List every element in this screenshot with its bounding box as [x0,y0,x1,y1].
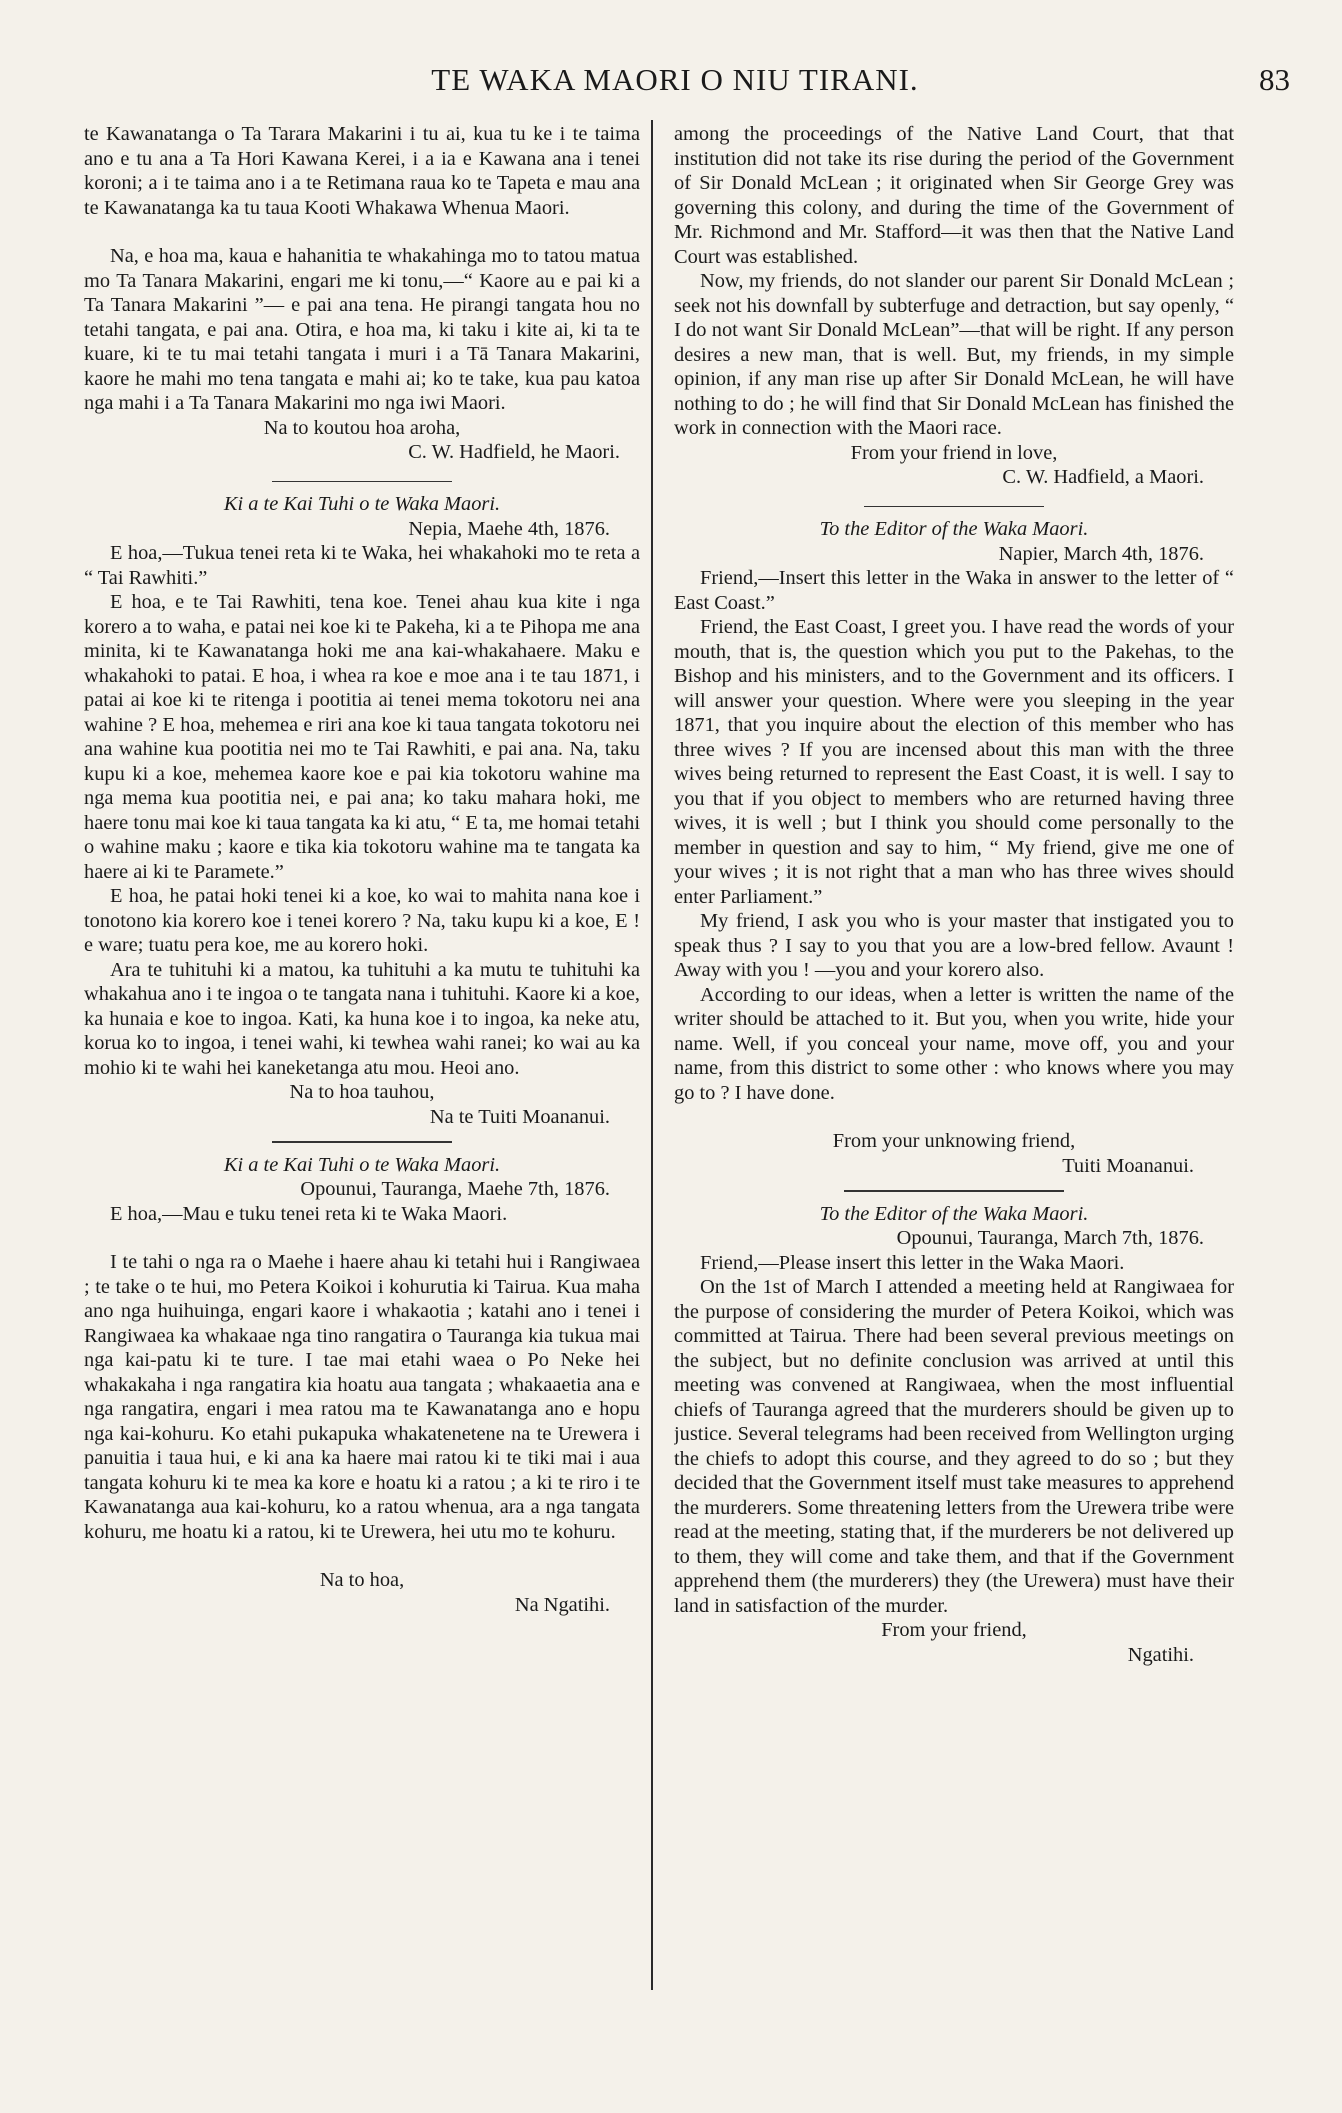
paragraph: E hoa, he patai hoki tenei ki a koe, ko wai to mahita nana koe i tonotono kia korero koe i tenei korero ? Na, taku kupu ki a koe, E ! e ware; tuatu pera koe, me au korero hoki. [84,885,640,956]
paragraph: Friend, the East Coast, I greet you. I have read the words of your mouth, that is, the question which you put to the Pakehas, to the Bishop and his ministers, and to the Government and its officers. I will answer your question. Where were you sleeping in the year 1871, that you inquire about the election of this member who has three wives ? If you are incensed about this man with the three wives being returned to represent the East Coast, it is well. I say to you that if you object to members who are returned having three wives, it is well ; but I think you should come personally to the member in question and say to him, “ My friend, give me one of your wives ; it is not right that a man who has three wives should enter Parliament.” [674,616,1234,908]
paragraph: My friend, I ask you who is your master that instigated you to speak thus ? I say to you that you are a low-bred fellow. Avaunt ! Away with you ! —you and your korero also. [674,910,1234,981]
paragraph: According to our ideas, when a letter is written the name of the writer should be attached to it. But you, when you write, hide your name. Well, if you conceal your name, move off, you and your name, from this district to some other : who knows where you may go to ? I have done. [674,983,1234,1104]
letter-heading: Ki a te Kai Tuhi o te Waka Maori. [223,1153,501,1176]
paragraph: Na, e hoa ma, kaua e hahanitia te whakahinga mo to tatou matua mo Ta Tanara Makarini, engari me ki tonu,—“ Kaore au e pai ki a Ta Tanara Makarini ”— e pai ana tena. He pirangi tangata hou no tetahi tangata, e pai ana. Otira, e hoa ma, ki taku i kite ai, ki ta te kuare, ki te tu mai tetahi tangata i muri i a Tā Tanara Makarini, kaore he mahi mo tena tangata e mahi ai; ko te take, kua pau katoa nga mahi i a Ta Tanara Makarini mo nga iwi Maori. [84,245,640,414]
masthead [60,56,1290,106]
paragraph: I te tahi o nga ra o Maehe i haere ahau ki tetahi hui i Rangiwaea ; te take o te hui, mo Petera Koikoi i kohurutia ki Tairua. Kua maha ano nga huihuinga, engari kaore i whakaotia ; katahi ano i tenei i Rangiwaea ka whakaae nga tino rangatira o Tauranga kia tukua mai nga kai-patu ki te ture. I tae mai etahi waea o Po Neke hei whakakaha i nga rangatira kia hoatu aua tangata ; whakaaetia ana e nga rangatira, engari i mea ratou ma te Kawanatanga ano e hopu nga kai-kohuru. Ko etahi pukapuka whakatenetene na te Urewera i panuitia i taua hui, e ki ana ka haere mai ratou ki te tiki mai i aua tangata kohuru ki te mea ka kore e hoatu ki a ratou ; a ki te riro i te Kawanatanga aua kai-kohuru, ko a ratou whenua, ara a nga tangata kohuru, me hoatu ki a ratou, ki te Urewera, hei utu mo te kohuru. [84,1251,640,1543]
letter-heading: To the Editor of the Waka Maori. [819,1202,1089,1225]
letter-heading: To the Editor of the Waka Maori. [819,518,1089,540]
section-divider [272,1141,452,1143]
signature-name: Ngatihi. [1127,1643,1194,1666]
signature-line: From your friend, [881,1619,1027,1641]
signature-name: Tuiti Moananui. [1062,1154,1194,1177]
signature-line: From your unknowing friend, [832,1130,1076,1152]
paragraph: te Kawanatanga o Ta Tarara Makarini i tu ai, kua tu ke i te taima ano e tu ana a Ta Hori Kawana Kerei, i a ia e Kawana ana i tenei koroni; a i te taima ano i a te Retimana raua ko te Tapeta e mau ana te Kawanatanga ka tu taua Kooti Whakawa Whenua Maori. [84,123,640,219]
dateline: Napier, March 4th, 1876. [998,542,1204,565]
paragraph: Ara te tuhituhi ki a matou, ka tuhituhi a ka mutu te tuhituhi ka whakahua ano i te ingoa o te tangata nana i tuhituhi. Kaore ki a koe, ka hunaia e koe to ingoa. Kati, ka huna koe i to ingoa, ka neke atu, korua ko to ingoa, i tenei wahi, ki tewhea wahi ranei; ko wai au ka mohio ki te wahi hei kaneketanga atu mou. Heoi ano. [84,958,640,1079]
dateline: Opounui, Tauranga, Maehe 7th, 1876. [300,1178,610,1200]
signature-name: C. W. Hadfield, he Maori. [408,441,620,463]
signature-line: Na to hoa, [319,1569,405,1591]
paragraph: Now, my friends, do not slander our parent Sir Donald McLean ; seek not his downfall by subterfuge and detraction, but say openly, “ I do not want Sir Donald McLean”—that will be right. If any person desires a new man, that is well. But, my friends, in my simple opinion, if any man rise up after Sir Donald McLean, he will have nothing to do ; he will find that Sir Donald McLean has finished the work in connection with the Maori race. [674,270,1234,439]
paragraph: E hoa,—Tukua tenei reta ki te Waka, hei whakahoki mo te reta a “ Tai Rawhiti.” [84,542,640,589]
paragraph: E hoa, e te Tai Rawhiti, tena koe. Tenei ahau kua kite i nga korero a to waha, e patai nei koe ki te Pakeha, ki a te Pihopa me ana minita, ki te Kawanatanga hoki me ana kai-whakahaere. Maku e whakahoki to patai. E hoa, i whea ra koe e moe ana i te tau 1871, i patai ai koe ki te ritenga i pootitia ai tenei mema tokotoru nei ana wahine ? E hoa, mehemea e riri ana koe ki taua tangata tokotoru nei ana wahine kua pootitia nei mo te Tai Rawhiti, e pai ana. Na, taku kupu ki a koe, mehemea kaore koe e pai kia tokotoru wahine ma nga mema kua pootitia nei, e pai ana; ko taku mahara hoki, me haere tonu mai koe ki taua tangata ka ki atu, “ E ta, me homai tetahi o wahine maku ; kaore e tika kia tokotoru wahine ma te tangata ka haere ai ki te Paramete.” [84,591,640,883]
signature-name: Na te Tuiti Moananui. [429,1105,610,1128]
paragraph: On the 1st of March I attended a meeting held at Rangiwaea for the purpose of considering the murder of Petera Koikoi, which was committed at Tairua. There had been several previous meetings on the subject, but no definite conclusion was arrived at until this meeting was convened at Rangiwaea, when the most influential chiefs of Tauranga agreed that the murderers should be given up to justice. Several telegrams had been received from Wellington urging the chiefs to adopt this course, and they agreed to do so ; but they decided that the Government itself must take measures to apprehend the murderers. Some threatening letters from the Urewera tribe were read at the meeting, stating that, if the murderers be not delivered up to them, they will come and take them, and that if the Government apprehend them (the murderers) they (the Urewera) must have their land in satisfaction of the murder. [674,1276,1234,1617]
paragraph: among the proceedings of the Native Land Court, that that institution did not take its rise during the period of the Government of Sir Donald McLean ; it originated when Sir George Grey was governing this colony, and during the time of the Government of Mr. Richmond and Mr. Stafford—it was then that the Native Land Court was established. [674,123,1234,268]
page-number: 83 [1259,62,1290,97]
signature-name: C. W. Hadfield, a Maori. [1002,466,1204,488]
letter-heading: Ki a te Kai Tuhi o te Waka Maori. [223,493,501,515]
signature-line: From your friend in love, [850,441,1058,464]
dateline: Opounui, Tauranga, March 7th, 1876. [896,1227,1204,1249]
section-divider [272,481,452,483]
column-right-english [674,122,1234,1982]
paragraph: Friend,—Insert this letter in the Waka in answer to the letter of “ East Coast.” [674,567,1234,614]
signature-line: Na to hoa tauhou, [289,1081,435,1103]
signature-name: Na Ngatihi. [514,1593,610,1616]
section-divider [864,506,1044,508]
column-left-maori [84,122,640,1982]
section-divider [844,1190,1064,1192]
paragraph: E hoa,—Mau e tuku tenei reta ki te Waka Maori. [110,1202,508,1225]
newspaper-title: TE WAKA MAORI O NIU TIRANI. [431,62,919,97]
signature-line: Na to koutou hoa aroha, [263,416,461,439]
column-divider [651,120,653,1990]
dateline: Nepia, Maehe 4th, 1876. [408,517,610,540]
paragraph: Friend,—Please insert this letter in the Waka Maori. [700,1251,1125,1274]
